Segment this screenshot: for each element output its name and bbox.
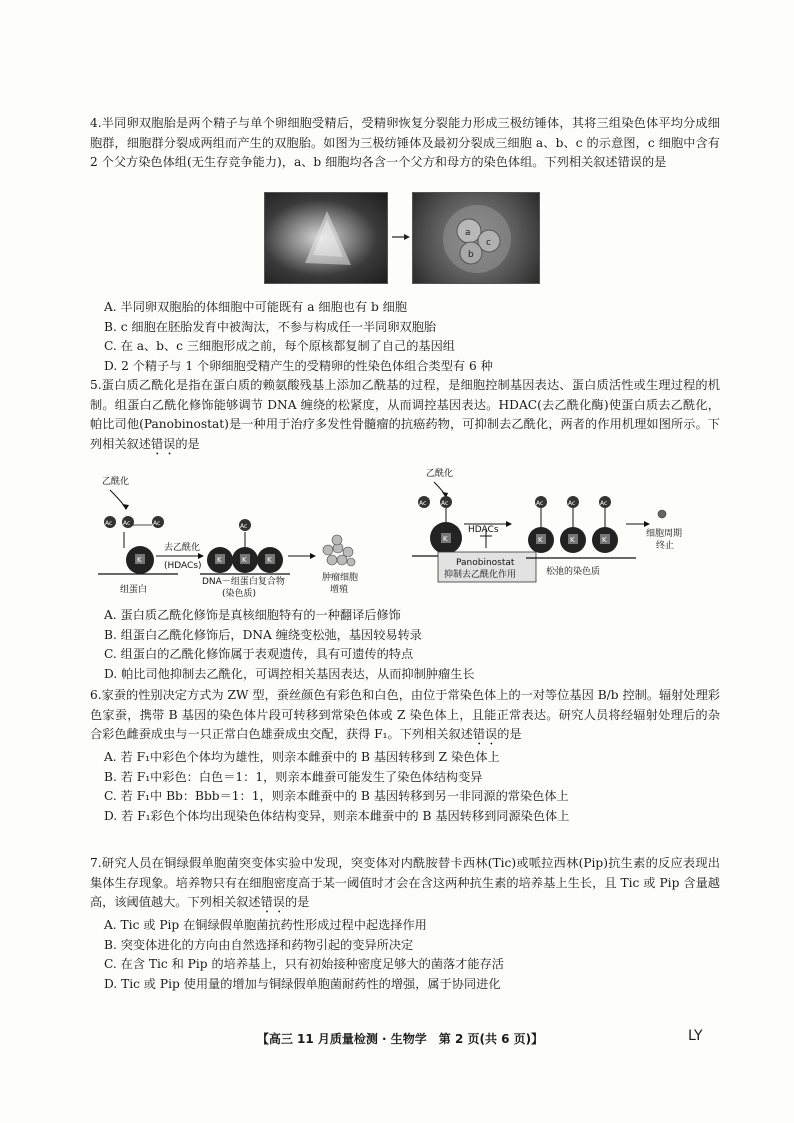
- q7-option-b: B. 突变体进化的方向由自然选择和药物引起的变异所决定: [104, 937, 414, 952]
- question-5-options: [90, 606, 720, 684]
- tumor-cell-cluster: [323, 535, 355, 566]
- ac-label-1: Ac: [105, 520, 113, 527]
- q7-option-d: D. Tic 或 Pip 使用量的增加与铜绿假单胞菌耐药性的增强，属于协同进化: [104, 976, 501, 991]
- k-label-8: K: [602, 536, 607, 544]
- deacetylation-label: 去乙酰化: [164, 543, 201, 553]
- hdacs-label: HDACs: [468, 525, 499, 535]
- q5-option-c: C. 组蛋白的乙酰化修饰属于表观遗传，具有可遗传的特点: [104, 647, 414, 661]
- ac-label-3: Ac: [153, 520, 161, 527]
- ac-label-4: Ac: [240, 523, 248, 530]
- ac-label-9: Ac: [600, 500, 608, 507]
- loose-chromatin-label: 松弛的染色质: [546, 567, 601, 577]
- acetylation-label-2: 乙酰化: [426, 469, 454, 479]
- dna-complex-label: DNA－组蛋白复合物: [202, 577, 285, 587]
- q4-option-d: D. 2 个精子与 1 个卵细胞受精产生的受精卵的性染色体组合类型有 6 种: [104, 358, 493, 373]
- three-cell-division-photo: [412, 192, 540, 284]
- q4-option-a: A. 半同卵双胞胎的体细胞中可能既有 a 细胞也有 b 细胞: [104, 300, 408, 314]
- k-label-7: K: [570, 536, 575, 544]
- q6-option-d: D. 若 F₁彩色个体均出现染色体结构变异，则亲本雌蚕中的 B 基因转移到同源染色体上: [104, 808, 570, 823]
- q5-option-a: A. 蛋白质乙酰化修饰是真核细胞特有的一种翻译后修饰: [104, 608, 401, 622]
- q6-option-a: A. 若 F₁中彩色个体均为雄性，则亲本雌蚕中的 B 基因转移到 Z 染色体上: [104, 750, 500, 764]
- chromatin-label: (染色质): [222, 589, 257, 599]
- q4-option-c: C. 在 a、b、c 三细胞形成之前，每个原核都复制了自己的基因组: [104, 339, 455, 353]
- tumor-cell-label: 肿瘤细胞: [322, 573, 359, 583]
- q5-option-d: D. 帕比司他抑制去乙酰化，可调控相关基因表达，从而抑制肿瘤生长: [104, 666, 475, 681]
- q4-option-b: B. c 细胞在胚胎发育中被淘汰，不参与构成任一半同卵双胞胎: [104, 319, 437, 334]
- question-6: [90, 686, 720, 826]
- q7-option-a: A. Tic 或 Pip 在铜绿假单胞菌抗药性形成过程中起选择作用: [104, 918, 427, 932]
- ac-label-2: Ac: [123, 520, 131, 527]
- page-footer: 【高三 11 月质量检测 · 生物学 第 2 页(共 6 页)】: [256, 1032, 544, 1046]
- acetylation-label: 乙酰化: [102, 477, 130, 487]
- q6-option-b: B. 若 F₁中彩色：白色＝1：1，则亲本雌蚕可能发生了染色体结构变异: [104, 769, 483, 784]
- ac-label-8: Ac: [568, 500, 576, 507]
- k-label-5: K: [443, 535, 448, 543]
- cell-icon: [658, 510, 666, 518]
- question-5: [90, 376, 720, 458]
- footer-code: LY: [688, 1028, 703, 1044]
- question-7-stem: 7.研究人员在铜绿假单胞菌突变体实验中发现，突变体对内酰胺替卡西林(Tic)或哌拉西林(Pip)抗生素的反应表现出集体生存现象。培养物只有在细胞密度高于某一阈值时才会在含这两种抗生素的培养基上生长，且 Tic 或 Pip 含量越高，该阈值越大。下列相关叙述错误的是: [90, 856, 720, 909]
- proliferation-label: 增殖: [330, 585, 349, 595]
- spindle-illustration: [265, 193, 389, 285]
- k-label-6: K: [538, 536, 543, 544]
- hdacs-paren-label: (HDACs): [164, 561, 202, 571]
- question-4-options: [90, 298, 720, 376]
- tripolar-spindle-photo: [264, 192, 388, 284]
- cell-label-a: a: [465, 228, 471, 238]
- panobinostat-diagram: [406, 462, 706, 590]
- ac-label-7: Ac: [536, 500, 544, 507]
- ac-label-6: Ac: [441, 500, 449, 507]
- question-4-stem: 4.半同卵双胞胎是两个精子与单个卵细胞受精后，受精卵恢复分裂能力形成三极纺锤体，其将三组染色体平均分成细胞群，细胞群分裂成两组而产生的双胞胎。如图为三极纺锤体及最初分裂成三细胞 a、b、c 的示意图，c 细胞中含有 2 个父方染色体组(无生存竞争能力)，a、b 细胞均各含一个父方和母方的染色体组。下列相关叙述错误的是: [90, 116, 720, 169]
- histone-acetylation-diagram: [90, 470, 380, 600]
- k-label-2: K: [217, 556, 222, 564]
- k-label-1: K: [137, 556, 142, 564]
- q6-option-c: C. 若 F₁中 Bb：Bbb＝1：1，则亲本雌蚕中的 B 基因转移到另一非同源的常染色体上: [104, 789, 569, 803]
- question-5-stem: 5.蛋白质乙酰化是指在蛋白质的赖氨酸残基上添加乙酰基的过程，是细胞控制基因表达、蛋白质活性或生理过程的机制。组蛋白乙酰化修饰能够调节 DNA 缠绕的松紧度，从而调控基因表达。HDAC(去乙酰化酶)使蛋白质去乙酰化，帕比司他(Panobinostat)是一种用于治疗多发性骨髓瘤的抗癌药物，可抑制去乙酰化，两者的作用机理如图所示。下列相关叙述错误的是: [90, 378, 720, 451]
- question-6-stem: 6.家蚕的性别决定方式为 ZW 型，蚕丝颜色有彩色和白色，由位于常染色体上的一对等位基因 B/b 控制。辐射处理彩色家蚕，携带 B 基因的染色体片段可转移到常染色体或 Z 染色体上，且能正常表达。研究人员将经辐射处理后的杂合彩色雌蚕成虫与一只正常白色雄蚕成虫交配，获得 F₁。下列相关叙述错误的是: [90, 688, 720, 741]
- arrow-icon: [392, 232, 410, 242]
- question-7: [90, 854, 720, 994]
- panobinostat-label: Panobinostat: [456, 558, 515, 568]
- ac-label-5: Ac: [419, 500, 427, 507]
- cell-label-b: b: [468, 250, 474, 260]
- k-label-4: K: [267, 556, 272, 564]
- cycle-stop-label-1: 细胞周期: [646, 529, 683, 539]
- histone-label: 组蛋白: [120, 585, 148, 595]
- inhibit-label: 抑制去乙酰化作用: [444, 570, 517, 580]
- cells-illustration: [413, 193, 541, 285]
- q7-option-c: C. 在含 Tic 和 Pip 的培养基上，只有初始接种密度足够大的菌落才能存活: [104, 957, 504, 971]
- question-4: [90, 114, 720, 173]
- k-label-3: K: [242, 556, 247, 564]
- q5-option-b: B. 组蛋白乙酰化修饰后，DNA 缠绕变松弛，基因较易转录: [104, 627, 422, 642]
- cycle-stop-label-2: 终止: [656, 541, 675, 551]
- cell-label-c: c: [486, 238, 491, 248]
